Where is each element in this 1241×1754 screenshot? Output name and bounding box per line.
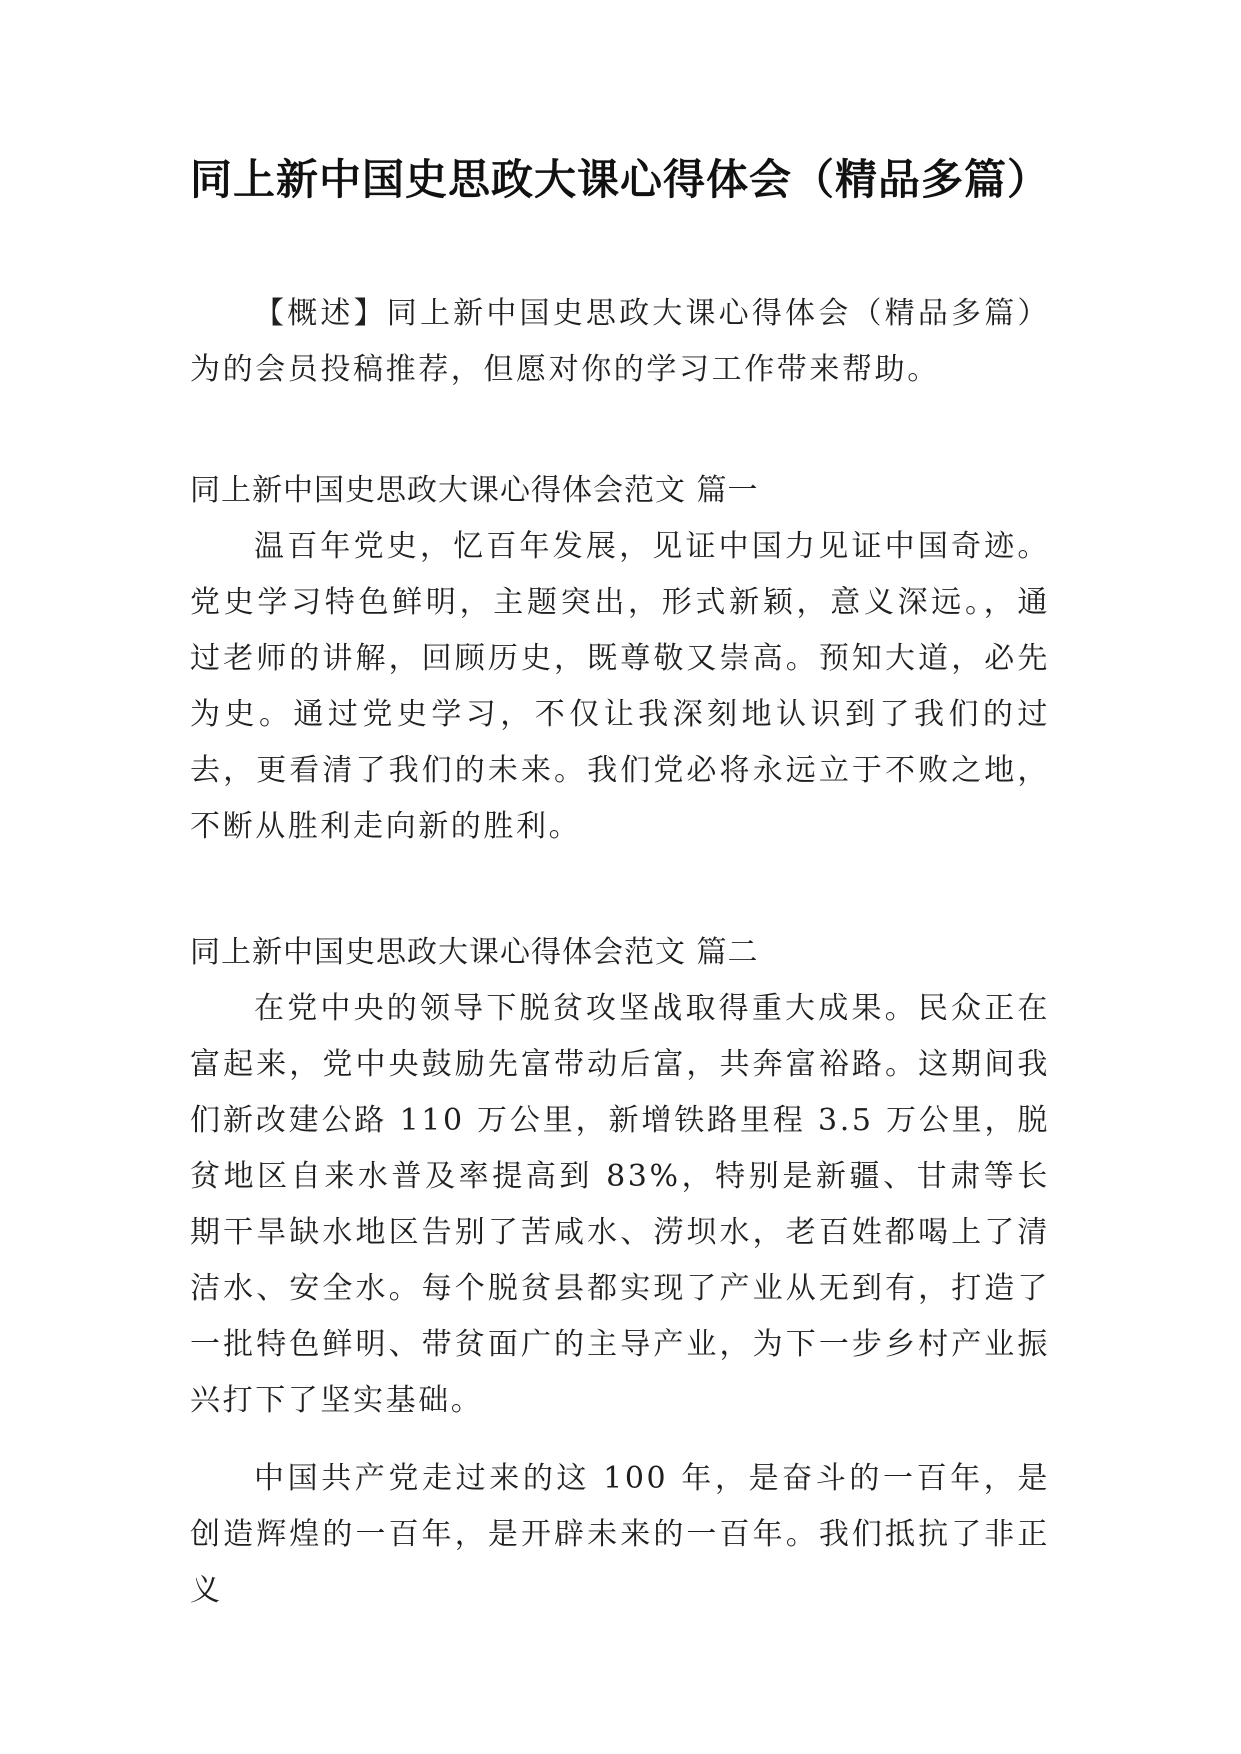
section-1-paragraph-1: 温百年党史，忆百年发展，见证中国力见证中国奇迹。党史学习特色鲜明，主题突出，形式新颖，意义深远。，通过老师的讲解，回顾历史，既尊敬又崇高。预知大道，必先为史。通过党史学习，不仅让我深刻地认识到了我们的过去，更看清了我们的未来。我们党必将永远立于不败之地，不断从胜利走向新的胜利。 xyxy=(190,529,1050,844)
section-heading-2: 同上新中国史思政大课心得体会范文 篇二 xyxy=(190,935,759,970)
section-2-paragraph-1: 在党中央的领导下脱贫攻坚战取得重大成果。民众正在富起来，党中央鼓励先富带动后富，共奔富裕路。这期间我们新改建公路 110 万公里，新增铁路里程 3.5 万公里，脱贫地区自来水普及率提高到 83%，特别是新疆、甘肃等长期干旱缺水地区告别了苦咸水、涝坝水，老百姓都喝上了清洁水、安全水。每个脱贫县都实现了产业从无到有，打造了一批特色鲜明、带贫面广的主导产业，为下一步乡村产业振兴打下了坚实基础。 xyxy=(190,991,1050,1418)
document-title: 同上新中国史思政大课心得体会（精品多篇） xyxy=(189,155,1050,204)
summary-paragraph: 【概述】同上新中国史思政大课心得体会（精品多篇）为的会员投稿推荐，但愿对你的学习工作带来帮助。 xyxy=(190,296,1050,387)
section-2-paragraph-2: 中国共产党走过来的这 100 年，是奋斗的一百年，是创造辉煌的一百年，是开辟未来的一百年。我们抵抗了非正义 xyxy=(190,1461,1050,1608)
section-heading-1: 同上新中国史思政大课心得体会范文 篇一 xyxy=(190,473,759,508)
